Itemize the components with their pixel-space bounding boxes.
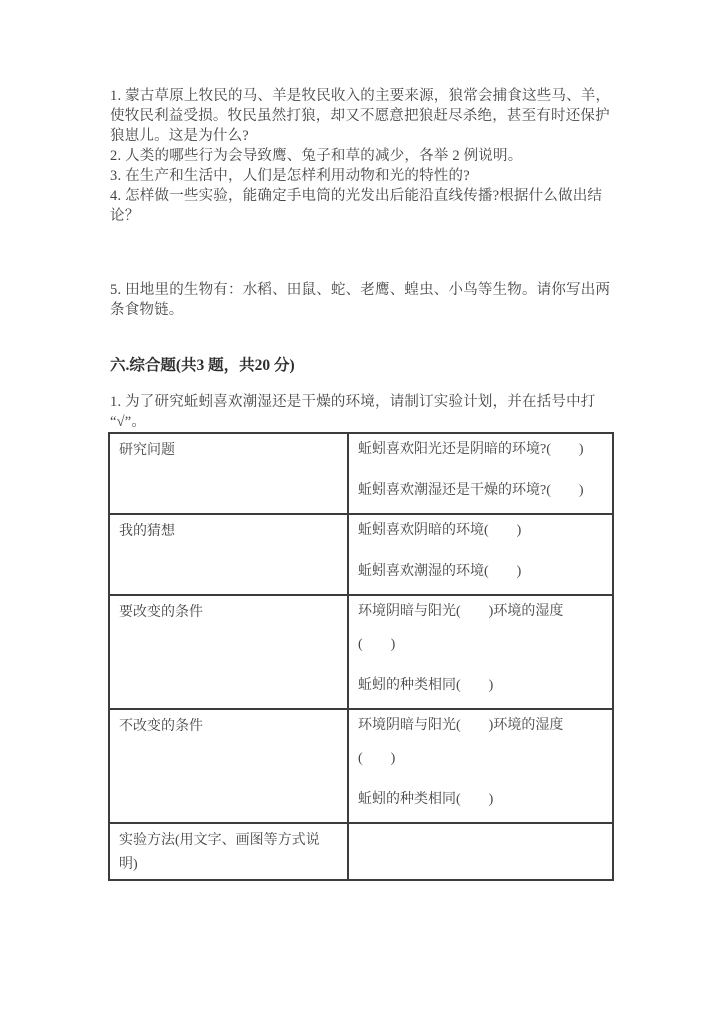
text-line: 2. 人类的哪些行为会导致鹰、兔子和草的减少，各举 2 例说明。 xyxy=(110,148,523,164)
text-line: 1. 为了研究蚯蚓喜欢潮湿还是干燥的环境，请制订实验计划，并在括号中打 xyxy=(110,394,596,410)
text-line: 3. 在生产和生活中，人们是怎样利用动物和光的特性的? xyxy=(110,168,470,184)
text-line: 1. 蒙古草原上牧民的马、羊是牧民收入的主要来源，狼常会捕食这些马、羊， xyxy=(110,88,611,104)
table-row-conditions-unchanged xyxy=(109,709,613,823)
row-content-cell xyxy=(348,433,613,514)
section-six-question-1 xyxy=(110,392,616,432)
table-row-experiment-method xyxy=(109,823,613,880)
text-line: 蚯蚓喜欢阴暗的环境( ) xyxy=(358,523,522,538)
blank-gap xyxy=(358,781,606,789)
text-line: 蚯蚓喜欢阳光还是阴暗的环境?( ) xyxy=(358,442,584,457)
blank-gap xyxy=(358,667,606,675)
text-line: 蚯蚓的种类相同( ) xyxy=(358,792,494,807)
row-content-cell xyxy=(348,514,613,595)
table-row-conditions-to-change xyxy=(109,595,613,709)
text-line: 论？ xyxy=(110,208,140,224)
text-line: 研究问题 xyxy=(119,443,175,458)
text-line: ( ) xyxy=(358,637,396,652)
text-line: 环境阴暗与阳光( )环境的湿度 xyxy=(358,718,564,733)
row-label-cell xyxy=(109,433,348,514)
question-1 xyxy=(110,86,616,146)
experiment-plan-table xyxy=(108,432,614,881)
text-line: “√”。 xyxy=(110,414,147,430)
text-line: 蚯蚓喜欢潮湿的环境( ) xyxy=(358,564,522,579)
text-line: 使牧民利益受损。牧民虽然打狼，却又不愿意把狼赶尽杀绝，甚至有时还保护 xyxy=(110,108,610,124)
row-content-cell xyxy=(348,709,613,823)
text-line: 明) xyxy=(119,857,138,872)
row-label-cell xyxy=(109,595,348,709)
text-line: 实验方法(用文字、画图等方式说 xyxy=(119,833,320,848)
question-3 xyxy=(110,166,616,186)
row-content-cell xyxy=(348,595,613,709)
text-line: 蚯蚓喜欢潮湿还是干燥的环境?( ) xyxy=(358,483,584,498)
row-label-cell xyxy=(109,514,348,595)
text-line: 不改变的条件 xyxy=(119,719,203,734)
section-six-heading: 六.综合题(共3 题，共20 分) xyxy=(110,357,295,374)
blank-gap xyxy=(358,553,606,561)
blank-gap xyxy=(358,472,606,480)
question-4 xyxy=(110,186,616,226)
text-line: 5. 田地里的生物有：水稻、田鼠、蛇、老鹰、蝗虫、小鸟等生物。请你写出两 xyxy=(110,282,611,298)
table-row-research-question xyxy=(109,433,613,514)
text-line: 条食物链。 xyxy=(110,302,184,318)
question-5 xyxy=(110,280,616,320)
text-line: 4. 怎样做一些实验，能确定手电筒的光发出后能沿直线传播?根据什么做出结 xyxy=(110,188,603,204)
text-line: 我的猜想 xyxy=(119,524,175,539)
table-row-my-guess xyxy=(109,514,613,595)
row-content-cell xyxy=(348,823,613,880)
row-label-cell xyxy=(109,823,348,880)
text-line: 环境阴暗与阳光( )环境的湿度 xyxy=(358,604,564,619)
question-2 xyxy=(110,146,616,166)
text-line: ( ) xyxy=(358,751,396,766)
row-label-cell xyxy=(109,709,348,823)
text-line: 狼崽儿。这是为什么? xyxy=(110,128,249,144)
text-line: 要改变的条件 xyxy=(119,605,203,620)
text-line: 蚯蚓的种类相同( ) xyxy=(358,678,494,693)
